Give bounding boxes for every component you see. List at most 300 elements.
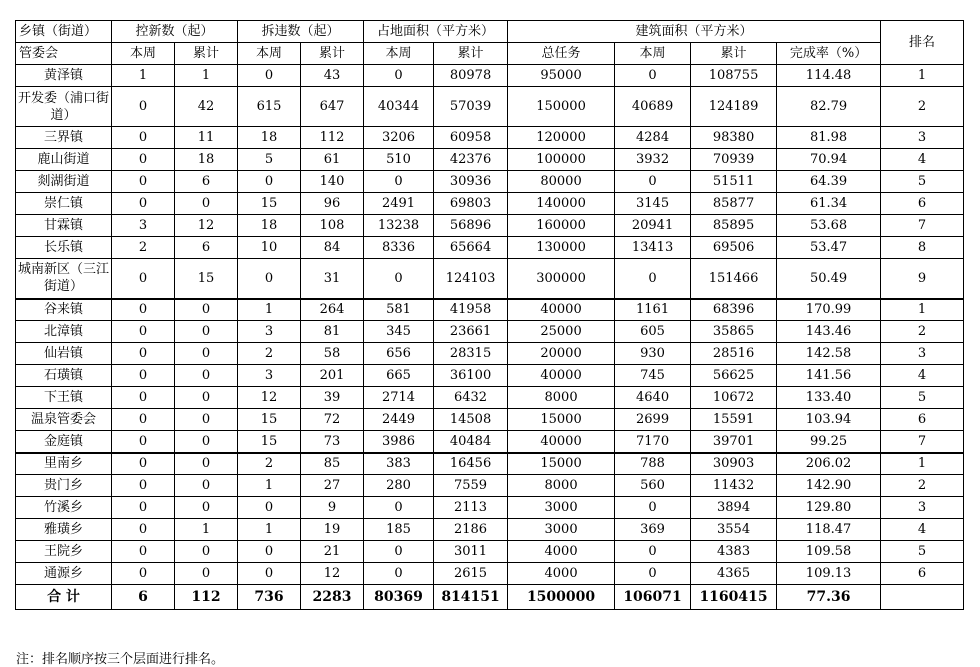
cell-jz-week: 20941: [615, 215, 691, 237]
table-row: [16, 193, 964, 215]
table-row: [16, 343, 964, 365]
subheader-cumulative: 累计: [175, 43, 238, 65]
demolition-statistics-table: [15, 20, 964, 610]
cell-zd-cum: 42376: [434, 149, 508, 171]
cell-task: 100000: [508, 149, 615, 171]
cell-cw-cum: 72: [301, 409, 364, 431]
table-row: [16, 87, 964, 127]
cell-zd-week: 2491: [364, 193, 434, 215]
cell-rate: 143.46: [777, 321, 881, 343]
cell-cw-cum: 140: [301, 171, 364, 193]
cell-kx-week: 0: [112, 519, 175, 541]
cell-task: 130000: [508, 237, 615, 259]
cell-rate: 53.47: [777, 237, 881, 259]
cell-kx-week: 3: [112, 215, 175, 237]
cell-cw-cum: 2283: [301, 585, 364, 610]
cell-jz-week: 4640: [615, 387, 691, 409]
cell-rate: 142.58: [777, 343, 881, 365]
cell-kx-cum: 1: [175, 519, 238, 541]
cell-zd-week: 40344: [364, 87, 434, 127]
cell-jz-week: 0: [615, 563, 691, 585]
cell-kx-week: 0: [112, 431, 175, 453]
cell-jz-cum: 39701: [691, 431, 777, 453]
table-footnote: 注：排名顺序按三个层面进行排名。: [16, 652, 225, 667]
cell-kx-cum: 0: [175, 193, 238, 215]
cell-kx-week: 0: [112, 409, 175, 431]
cell-rank: 1: [881, 453, 964, 475]
cell-kx-week: 0: [112, 541, 175, 563]
cell-zd-week: 185: [364, 519, 434, 541]
cell-cw-cum: 9: [301, 497, 364, 519]
cell-cw-cum: 19: [301, 519, 364, 541]
cell-cw-cum: 31: [301, 259, 364, 299]
cell-cw-week: 15: [238, 431, 301, 453]
cell-rate: 109.13: [777, 563, 881, 585]
cell-name: 鹿山街道: [16, 149, 112, 171]
cell-rate: 70.94: [777, 149, 881, 171]
cell-zd-cum: 6432: [434, 387, 508, 409]
header-rank: 排名: [881, 21, 964, 65]
cell-task: 15000: [508, 409, 615, 431]
cell-task: 3000: [508, 519, 615, 541]
table-header: [16, 21, 964, 65]
cell-zd-week: 280: [364, 475, 434, 497]
cell-kx-week: 0: [112, 87, 175, 127]
cell-kx-week: 1: [112, 65, 175, 87]
cell-kx-week: 0: [112, 563, 175, 585]
cell-zd-cum: 41958: [434, 299, 508, 321]
table-row: [16, 215, 964, 237]
cell-zd-cum: 80978: [434, 65, 508, 87]
cell-zd-cum: 2113: [434, 497, 508, 519]
cell-cw-cum: 647: [301, 87, 364, 127]
cell-zd-cum: 23661: [434, 321, 508, 343]
total-row: [16, 585, 964, 610]
cell-jz-cum: 69506: [691, 237, 777, 259]
cell-zd-cum: 36100: [434, 365, 508, 387]
cell-jz-cum: 11432: [691, 475, 777, 497]
cell-name: 三界镇: [16, 127, 112, 149]
cell-cw-cum: 81: [301, 321, 364, 343]
cell-zd-cum: 65664: [434, 237, 508, 259]
cell-kx-week: 0: [112, 497, 175, 519]
cell-cw-week: 0: [238, 541, 301, 563]
cell-zd-cum: 3011: [434, 541, 508, 563]
cell-rank: 3: [881, 127, 964, 149]
cell-zd-cum: 57039: [434, 87, 508, 127]
cell-task: 1500000: [508, 585, 615, 610]
cell-jz-cum: 70939: [691, 149, 777, 171]
cell-cw-week: 0: [238, 171, 301, 193]
cell-rank: 4: [881, 519, 964, 541]
cell-kx-week: 0: [112, 321, 175, 343]
cell-rank: 2: [881, 87, 964, 127]
cell-cw-week: 615: [238, 87, 301, 127]
cell-rank: 4: [881, 149, 964, 171]
cell-name: 温泉管委会: [16, 409, 112, 431]
cell-cw-week: 3: [238, 321, 301, 343]
cell-jz-week: 13413: [615, 237, 691, 259]
cell-kx-week: 0: [112, 365, 175, 387]
cell-task: 160000: [508, 215, 615, 237]
cell-kx-cum: 6: [175, 237, 238, 259]
cell-task: 25000: [508, 321, 615, 343]
cell-rate: 99.25: [777, 431, 881, 453]
cell-kx-week: 0: [112, 171, 175, 193]
cell-rank: 7: [881, 431, 964, 453]
cell-kx-week: 0: [112, 149, 175, 171]
cell-kx-week: 0: [112, 299, 175, 321]
cell-jz-week: 788: [615, 453, 691, 475]
cell-zd-cum: 40484: [434, 431, 508, 453]
cell-task: 300000: [508, 259, 615, 299]
table-row: [16, 149, 964, 171]
cell-jz-cum: 3554: [691, 519, 777, 541]
cell-rank: 3: [881, 343, 964, 365]
cell-kx-cum: 0: [175, 321, 238, 343]
cell-jz-cum: 56625: [691, 365, 777, 387]
cell-jz-cum: 4383: [691, 541, 777, 563]
cell-jz-cum: 108755: [691, 65, 777, 87]
table-row: [16, 171, 964, 193]
cell-zd-cum: 16456: [434, 453, 508, 475]
cell-zd-week: 2714: [364, 387, 434, 409]
cell-kx-cum: 0: [175, 431, 238, 453]
cell-cw-cum: 21: [301, 541, 364, 563]
cell-jz-cum: 35865: [691, 321, 777, 343]
cell-jz-cum: 1160415: [691, 585, 777, 610]
cell-cw-cum: 84: [301, 237, 364, 259]
cell-zd-cum: 69803: [434, 193, 508, 215]
cell-kx-cum: 0: [175, 409, 238, 431]
cell-zd-week: 665: [364, 365, 434, 387]
subheader-cumulative: 累计: [434, 43, 508, 65]
cell-zd-week: 80369: [364, 585, 434, 610]
cell-jz-cum: 10672: [691, 387, 777, 409]
cell-name: 黄泽镇: [16, 65, 112, 87]
cell-jz-week: 1161: [615, 299, 691, 321]
cell-zd-week: 345: [364, 321, 434, 343]
cell-zd-week: 0: [364, 171, 434, 193]
cell-task: 15000: [508, 453, 615, 475]
cell-rate: 170.99: [777, 299, 881, 321]
cell-rate: 77.36: [777, 585, 881, 610]
table-row: [16, 519, 964, 541]
cell-kx-cum: 18: [175, 149, 238, 171]
cell-cw-week: 15: [238, 409, 301, 431]
cell-jz-cum: 85877: [691, 193, 777, 215]
cell-name: 王院乡: [16, 541, 112, 563]
cell-name: 城南新区（三江街道）: [16, 259, 112, 299]
cell-zd-week: 581: [364, 299, 434, 321]
cell-jz-week: 0: [615, 259, 691, 299]
cell-kx-cum: 0: [175, 453, 238, 475]
cell-rate: 142.90: [777, 475, 881, 497]
cell-zd-cum: 2186: [434, 519, 508, 541]
cell-jz-week: 3145: [615, 193, 691, 215]
cell-name: 里南乡: [16, 453, 112, 475]
cell-rank: 1: [881, 65, 964, 87]
cell-jz-week: 560: [615, 475, 691, 497]
cell-cw-week: 0: [238, 65, 301, 87]
cell-name: 长乐镇: [16, 237, 112, 259]
cell-zd-cum: 56896: [434, 215, 508, 237]
cell-kx-week: 0: [112, 475, 175, 497]
cell-task: 40000: [508, 431, 615, 453]
cell-rank: 2: [881, 321, 964, 343]
cell-kx-cum: 15: [175, 259, 238, 299]
cell-name: 贵门乡: [16, 475, 112, 497]
subheader-total-task: 总任务: [508, 43, 615, 65]
cell-zd-week: 0: [364, 65, 434, 87]
cell-zd-week: 3206: [364, 127, 434, 149]
cell-task: 3000: [508, 497, 615, 519]
cell-rate: 82.79: [777, 87, 881, 127]
cell-rate: 118.47: [777, 519, 881, 541]
cell-zd-cum: 14508: [434, 409, 508, 431]
cell-cw-cum: 27: [301, 475, 364, 497]
cell-jz-cum: 15591: [691, 409, 777, 431]
cell-rank: 6: [881, 409, 964, 431]
cell-cw-cum: 58: [301, 343, 364, 365]
cell-rank: 1: [881, 299, 964, 321]
cell-rate: 133.40: [777, 387, 881, 409]
cell-zd-week: 2449: [364, 409, 434, 431]
cell-jz-cum: 28516: [691, 343, 777, 365]
table-row: [16, 127, 964, 149]
cell-name: 通源乡: [16, 563, 112, 585]
cell-rank: 5: [881, 387, 964, 409]
cell-name: 北漳镇: [16, 321, 112, 343]
cell-zd-cum: 7559: [434, 475, 508, 497]
statistics-table-container: [15, 20, 963, 610]
cell-zd-week: 0: [364, 541, 434, 563]
table-row: [16, 321, 964, 343]
corner-header-line1: 乡镇（街道）: [16, 21, 112, 43]
cell-name: 金庭镇: [16, 431, 112, 453]
cell-jz-cum: 4365: [691, 563, 777, 585]
cell-zd-cum: 814151: [434, 585, 508, 610]
cell-task: 80000: [508, 171, 615, 193]
table-row: [16, 259, 964, 299]
cell-name: 竹溪乡: [16, 497, 112, 519]
cell-name: 甘霖镇: [16, 215, 112, 237]
cell-zd-cum: 124103: [434, 259, 508, 299]
cell-cw-week: 2: [238, 453, 301, 475]
cell-zd-cum: 30936: [434, 171, 508, 193]
cell-zd-week: 0: [364, 563, 434, 585]
cell-name: 剡湖街道: [16, 171, 112, 193]
cell-jz-week: 7170: [615, 431, 691, 453]
cell-cw-cum: 85: [301, 453, 364, 475]
cell-jz-cum: 51511: [691, 171, 777, 193]
cell-name: 谷来镇: [16, 299, 112, 321]
cell-rank: 9: [881, 259, 964, 299]
cell-zd-cum: 2615: [434, 563, 508, 585]
cell-name: 仙岩镇: [16, 343, 112, 365]
cell-zd-week: 0: [364, 259, 434, 299]
cell-jz-week: 369: [615, 519, 691, 541]
cell-cw-week: 3: [238, 365, 301, 387]
cell-kx-week: 6: [112, 585, 175, 610]
cell-zd-week: 8336: [364, 237, 434, 259]
cell-kx-cum: 42: [175, 87, 238, 127]
subheader-week: 本周: [238, 43, 301, 65]
cell-task: 8000: [508, 387, 615, 409]
cell-cw-week: 0: [238, 563, 301, 585]
cell-cw-cum: 108: [301, 215, 364, 237]
cell-jz-week: 3932: [615, 149, 691, 171]
cell-kx-week: 0: [112, 387, 175, 409]
cell-cw-cum: 264: [301, 299, 364, 321]
cell-kx-cum: 0: [175, 541, 238, 563]
table-row: [16, 299, 964, 321]
table-row: [16, 453, 964, 475]
cell-jz-cum: 68396: [691, 299, 777, 321]
cell-kx-cum: 12: [175, 215, 238, 237]
cell-kx-week: 0: [112, 193, 175, 215]
cell-kx-cum: 0: [175, 563, 238, 585]
cell-cw-week: 5: [238, 149, 301, 171]
cell-jz-week: 0: [615, 171, 691, 193]
cell-rank: 5: [881, 171, 964, 193]
cell-cw-week: 0: [238, 259, 301, 299]
cell-kx-cum: 0: [175, 497, 238, 519]
cell-task: 20000: [508, 343, 615, 365]
cell-zd-cum: 60958: [434, 127, 508, 149]
cell-rate: 103.94: [777, 409, 881, 431]
header-chaiwei: 拆违数（起）: [238, 21, 364, 43]
cell-name: 下王镇: [16, 387, 112, 409]
cell-jz-week: 605: [615, 321, 691, 343]
table-row: [16, 497, 964, 519]
table-row: [16, 365, 964, 387]
cell-jz-week: 930: [615, 343, 691, 365]
cell-cw-week: 15: [238, 193, 301, 215]
table-row: [16, 541, 964, 563]
cell-rate: 206.02: [777, 453, 881, 475]
cell-kx-cum: 11: [175, 127, 238, 149]
cell-rank: 3: [881, 497, 964, 519]
cell-cw-week: 12: [238, 387, 301, 409]
cell-rate: 114.48: [777, 65, 881, 87]
cell-rank: 5: [881, 541, 964, 563]
cell-zd-week: 3986: [364, 431, 434, 453]
cell-task: 4000: [508, 541, 615, 563]
cell-rank: 8: [881, 237, 964, 259]
cell-jz-week: 2699: [615, 409, 691, 431]
cell-cw-cum: 39: [301, 387, 364, 409]
cell-cw-cum: 43: [301, 65, 364, 87]
cell-rate: 81.98: [777, 127, 881, 149]
cell-name: 开发委（浦口街道）: [16, 87, 112, 127]
cell-rank: 4: [881, 365, 964, 387]
subheader-week: 本周: [364, 43, 434, 65]
cell-name: 石璜镇: [16, 365, 112, 387]
header-kongxin: 控新数（起）: [112, 21, 238, 43]
subheader-cumulative: 累计: [691, 43, 777, 65]
cell-cw-week: 736: [238, 585, 301, 610]
cell-zd-week: 0: [364, 497, 434, 519]
cell-jz-cum: 124189: [691, 87, 777, 127]
cell-cw-cum: 112: [301, 127, 364, 149]
table-row: [16, 431, 964, 453]
cell-cw-week: 18: [238, 215, 301, 237]
cell-rank: 7: [881, 215, 964, 237]
cell-cw-cum: 73: [301, 431, 364, 453]
cell-task: 120000: [508, 127, 615, 149]
table-row: [16, 65, 964, 87]
cell-kx-week: 0: [112, 343, 175, 365]
cell-jz-week: 0: [615, 497, 691, 519]
cell-task: 8000: [508, 475, 615, 497]
table-row: [16, 409, 964, 431]
cell-zd-week: 13238: [364, 215, 434, 237]
cell-cw-week: 18: [238, 127, 301, 149]
cell-name: 雅璜乡: [16, 519, 112, 541]
cell-zd-week: 383: [364, 453, 434, 475]
cell-rate: 53.68: [777, 215, 881, 237]
cell-task: 140000: [508, 193, 615, 215]
cell-jz-cum: 98380: [691, 127, 777, 149]
cell-rank: [881, 585, 964, 610]
cell-zd-cum: 28315: [434, 343, 508, 365]
table-row: [16, 387, 964, 409]
cell-task: 95000: [508, 65, 615, 87]
cell-task: 40000: [508, 365, 615, 387]
cell-jz-week: 745: [615, 365, 691, 387]
cell-kx-week: 0: [112, 127, 175, 149]
cell-task: 150000: [508, 87, 615, 127]
cell-rank: 2: [881, 475, 964, 497]
cell-kx-cum: 6: [175, 171, 238, 193]
subheader-week: 本周: [615, 43, 691, 65]
cell-zd-week: 656: [364, 343, 434, 365]
cell-zd-week: 510: [364, 149, 434, 171]
cell-cw-cum: 12: [301, 563, 364, 585]
subheader-cumulative: 累计: [301, 43, 364, 65]
cell-rate: 109.58: [777, 541, 881, 563]
cell-rate: 50.49: [777, 259, 881, 299]
cell-cw-week: 1: [238, 519, 301, 541]
cell-rate: 129.80: [777, 497, 881, 519]
cell-name: 合 计: [16, 585, 112, 610]
cell-rate: 61.34: [777, 193, 881, 215]
cell-kx-week: 0: [112, 453, 175, 475]
cell-cw-cum: 201: [301, 365, 364, 387]
cell-kx-cum: 0: [175, 475, 238, 497]
cell-jz-week: 0: [615, 541, 691, 563]
cell-rate: 64.39: [777, 171, 881, 193]
cell-cw-cum: 96: [301, 193, 364, 215]
cell-task: 4000: [508, 563, 615, 585]
cell-jz-week: 0: [615, 65, 691, 87]
cell-cw-week: 10: [238, 237, 301, 259]
cell-cw-week: 1: [238, 475, 301, 497]
header-jianzhu-area: 建筑面积（平方米）: [508, 21, 881, 43]
cell-rate: 141.56: [777, 365, 881, 387]
cell-cw-week: 2: [238, 343, 301, 365]
cell-jz-cum: 151466: [691, 259, 777, 299]
cell-kx-cum: 0: [175, 365, 238, 387]
subheader-week: 本周: [112, 43, 175, 65]
cell-kx-cum: 0: [175, 299, 238, 321]
cell-name: 崇仁镇: [16, 193, 112, 215]
cell-kx-cum: 0: [175, 343, 238, 365]
cell-kx-cum: 1: [175, 65, 238, 87]
cell-kx-week: 0: [112, 259, 175, 299]
cell-task: 40000: [508, 299, 615, 321]
